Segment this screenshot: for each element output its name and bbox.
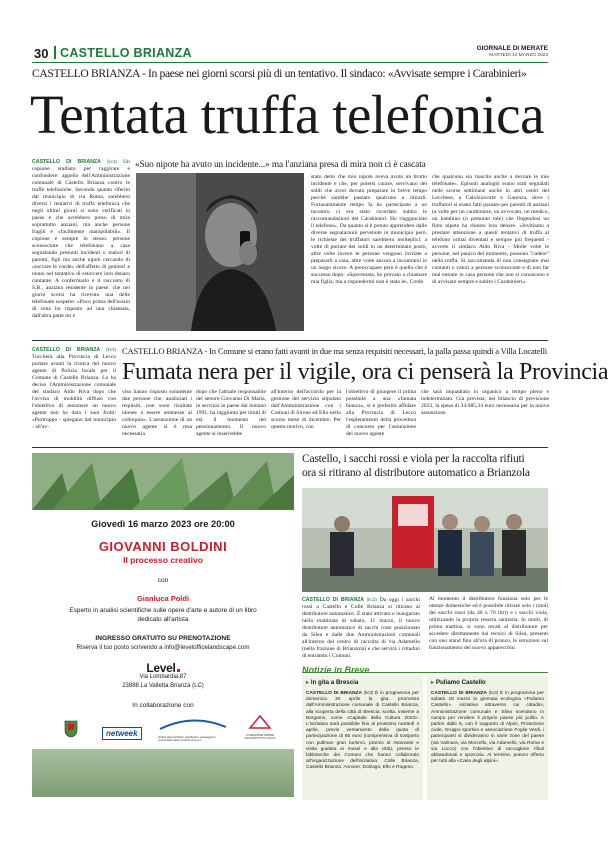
brief2-body [431,690,544,798]
article1-lead-place: CASTELLO DI BRIANZA [32,159,101,165]
ad-address-2: 23888 La Valletta Brianza (LC) [122,683,204,689]
netweek-logo [102,723,142,741]
ad-guest-description: Esperto in analisi scientifiche sulle opere d'arte e autore di un libro dedicato all'artista [69,607,257,623]
ad-with: con [157,577,169,584]
section-name: CASTELLO BRIANZA [60,46,192,60]
brief1-body [306,690,419,798]
brief1-title-row [306,679,358,686]
venue-logo-text: Level [146,661,176,675]
venue-logo-square-icon [177,669,180,672]
article1-pull-quote: «Suo nipote ha avuto un incidente...» ma l'anziana presa di mira non ci è cascata [135,160,426,170]
article2-bottom-rule [32,447,548,448]
article1-lead-tag: (kc3) [107,159,117,164]
article2-headline: Fumata nera per il vigile, ora ci penserà la Provincia [122,359,608,385]
page-number: 30 [34,46,49,61]
article1-col4-text: che qualcuno sia riuscito anche a deviare le mie telefonate». Episodi analoghi erano stati segnalati nelle scorse settimane anche in altri centri del Lecchese, a Calolziocorte e Garenza, dove i truffatori si erano fatti passare per parenti di anziani (a volte per un carabiniere, un avvocato, un medico, un bambino (o presunto tale) che fingendosi un finto nipote ha chiesto loro denaro. «Invitiamo a prestare attenzione a questi tentativi di truffa al telefono ormai diventati e sempre più frequenti - avverte il sindaco Aldo Riva - Molte volte le persone, nel panico del momento, possono "cadere" nella truffa. Si raccomanda di non consegnare mai contanti o valori a persone sconosciute e di non far mai entrare in casa persone che non si conoscono e di avvisare sempre e subito i Carabinieri». [432,174,549,285]
foundation-text: FONDAZIONE ORDINE ARCHITETTI PPC LECCO [244,734,276,740]
architects-order-text: Ordine degli architetti, pianificatori, paesaggisti e conservatori della provincia di Lecco [158,736,216,743]
ad-entry-line: INGRESSO GRATUITO SU PRENOTAZIONE [95,635,231,642]
netweek-logo-text: netweek [102,727,142,740]
article1-headline: Tentata truffa telefonica [30,84,545,145]
article2-lead-tag: (kc3) [106,347,116,352]
article1-col3-text: stato detto che mio nipote aveva avuto un brutto incidente e che, per potersi curare, servivano dei soldi che avrei dovuto preparare in breve tempo perché sarebbe passato qualcuno a ritirarli. Fortunatamente tempo fa ho partecipato a un incontro ci era stato ricordato subito le raccomandazioni dei Carabinieri. Ho riagganciato il telefono». Da quanto si è potuto apprendere dalle diverse segnalazioni pervenute in municipio però, le richieste dei truffatori sarebbero molteplici: a volte di portare dei soldi in un determinato posto, altre volte invece le persone vengono invitate a prepararli a casa, altre volte ancora a incontrarsi in un luogo sicuro. A preoccupare però è quello che è successo dopo: «Spaventata, ho provato a chiamare mia figlia, ma a rispondermi non è stata lei. Credo [311,174,427,285]
article2-col3-text: dopo che l'attuale responsabile del settore Giovanni Di Maria, in servizio in paese dal lontano 1991, ha raggiunto per limiti di età il momento del pensionamento. Il nuovo agente si inserirebbe [196,389,266,437]
brief1-arrow-icon: ▸ [306,679,310,686]
article3-column-2 [429,596,548,654]
article1-column-3 [311,174,427,334]
brief2-text: È in programma per sabato 18 marzo la giornata ecologica «Puliamo Castello», iniziativa attraverso cui cittadini, Amministrazione comunale e Silea scendono in campo per rendere il proprio paese più pulito. A partire dalle 8, con il supporto di Alpini, Protezione civile, Gruppo sportivo e associazione Foglie Verdi, i partecipanti si divideranno in varie zone del paese (via Valmara, via Morcello, via Adamello, via Roma e via Locco) con l'obiettivo di raccogliere rifiuti abbandonati e sporcizia. Al termine, pranzo offerto per tutti alla «Casa degli alpini». [431,691,544,765]
photo-group-at-distributor [302,488,548,592]
article1-photo [136,173,304,331]
article1-bottom-rule [32,340,548,341]
article2-col6-text: che sarà inquadrato in organico a tempo pieno e indeterminato. Già prevista, nel bilancio di previsione 2023, la spesa di 34.085,34 euro necessaria per la nuova assunzione. [421,389,549,416]
header-rule [32,62,548,63]
article2-column-5 [346,389,416,435]
brief2-title: Puliamo Castello [435,679,486,686]
article1-column-1 [32,158,130,338]
header-divider-tick [54,46,56,59]
article2-column-1 [32,346,116,430]
article2-lead-place: CASTELLO DI BRIANZA [32,347,101,353]
news-brief-title: Notizie in Breve [302,665,370,675]
news-brief-item-2 [427,676,548,800]
ad-subtitle: Il processo creativo [123,555,203,565]
foundation-triangle-icon [249,715,271,729]
article2-col5-text: l'obiettivo di giungere il prima possibile a una «fumata bianca», si è preferito affidare alla Provincia di Lecco l'espletamento della procedura di concorso per l'assunzione del nuovo agente [346,389,416,437]
municipal-crest-icon [64,720,78,738]
article3-photo [302,488,548,592]
brief2-tag: (kc3) [488,690,499,695]
article1-col1-text: Un copione studiato per raggirare e confondere: appello dell'Amministrazione comunale di Castello Brianza contro le truffe telefoniche. Secondo quanto riferito dal municipio di via Roma, sarebbero diversi i tentativi di truffa telefonica che negli ultimi giorni si sono verificati in paese e che avrebbero preso di mira soprattutto anziani, ma anche persone fragili e «facilmente manipolabili». Il copione è sempre lo stesso: persone sconosciute che telefonano a casa segnalando presunti incidenti o malori di parenti, figli ma anche nipoti cercando di «toccare le corde» dell'affetto di genitori e nonni nel tentativo di estorcere loro denaro contante. A confermarlo è il racconto di S.B., anziana residente in paese, che nei giorni scorsi ha ricevuto una delle telefonate sospette: «Poco prima dell'orario di cena ho risposto ad una chiamata, dall'altra parte mi è [32,159,130,319]
article3-headline-line-2: ora si ritirano al distributore automatico a Brianzola [302,467,530,479]
news-brief-item-1 [302,676,423,800]
ad-date-line: Giovedì 16 marzo 2023 ore 20:00 [91,519,235,529]
news-brief-header [302,660,548,673]
article3-col1-text: Da oggi i sacchi rossi a Castello e Colle Brianza si ritirano al distributore automatico. È stato attivato e inaugurato nella mattinata di sabato, 11 marzo, il nuovo distributore automatico di sacchi rossi posizionato da Silea e dalle due Amministrazioni comunali all'interno del centro di raccolta di via Adamello (nella frazione di Brianzola) e che servirà i cittadini di entrambi i Comuni. [302,597,420,659]
article2-kicker: CASTELLO BRIANZA - In Comune si erano fatti avanti in due ma senza requisiti necessari, la palla passa quindi a Villa Locatelli [122,346,547,356]
ad-collaboration: In collaborazione con [132,702,194,709]
brief2-arrow-icon: ▸ [431,679,435,686]
article3-lead-tag: (kc3) [366,597,377,602]
paper-name: GIORNALE DI MERATE [476,45,548,52]
foundation-logo [242,715,278,745]
article2-column-3 [196,389,266,435]
article2-col4-text: all'interno dell'accordo per la gestione del servizio stipulato dall'Amministrazione con i Comuni di Sirone ed Ello nello scorso mese di dicembre. Per questo motivo, con [271,389,341,430]
article2-column-6 [421,389,549,435]
article3-column-1 [302,596,420,659]
architects-order-swoosh-icon [158,717,228,731]
brief1-title: In gita a Brescia [310,679,359,686]
article2-column-2 [122,389,192,435]
article2-col2-text: viso hanno risposto solamente due persone che, analizzati i requisiti, non sono risultate idonee a essere ammesse al colloquio». L'assunzione di un nuovo agente si è resa necessaria [122,389,192,437]
ad-guest-name: Gianluca Poldi [136,594,190,603]
article3-col2-text: Al momento il distributore funziona solo per le utenze domestiche ed è possibile ritirare solo i rotoli dei sacchi rossi (da 40 o 70 litri) e i sacchi viola, utilizzando la propria tessera sanitaria. In molti, di prima mattina, si sono recati al distributore per accedere direttamente dai tecnici di Silea, presenti con uno stand fino all'ora di pranzo, le istruzioni sul funzionamento del nuovo apparecchio. [429,596,548,651]
ad-address-1: Via Lombardia,87 [139,674,187,680]
ad-plant-photo [32,453,294,510]
architects-order-logo [158,717,228,741]
ad-artist-name: GIOVANNI BOLDINI [98,539,228,554]
article3-lead-place: CASTELLO DI BRIANZA [302,597,365,603]
paper-date: MARTEDÌ 14 MARZO 2023 [489,53,548,58]
article1-kicker: CASTELLO BRIANZA - In paese nei giorni scorsi più di un tentativo. Il sindaco: «Avvisate sempre i Carabinieri» [32,67,527,80]
brief2-title-row [431,679,486,686]
article3-headline-line-1: Castello, i sacchi rossi e viola per la raccolta rifiuti [302,453,525,465]
article2-col1-text: Toccherà alla Provincia di Lecco portare avanti la ricerca del nuovo agente di Polizia locale per il Comune di Castello Brianza. Lo ha deciso l'Amministrazione comunale del sindaco Aldo Riva dopo che l'avviso di mobilità diffuso con l'obiettivo di assumere un nuovo agente non ha dato i suoi frutti: «Purtroppo - spiegano dal municipio - all'av- [32,354,116,430]
brief1-text: È in programma per domenica 30 aprile la gita, promossa dall'Amministrazione comunale di Castello Brianza, alla scoperta della città di Brescia, scelta, insieme a Bergamo, come «Capitale della Cultura 2023». L'iniziativa sarà possibile fino al prossimo martedì 4 aprile, previo versamento della quota di partecipazione di 85 euro (comprensiva di trasporto con pullman gran turismo, pranzo al ristorante e visita guidata ai musei e alla città), presso le biblioteche dei Comuni che hanno collaborato all'organizzazione dell'iniziativa: Colle Brianza, Castello Brianza, Annone, Dolzago, Ello e Rogeno. [306,691,419,771]
article2-column-4 [271,389,341,435]
article1-column-4 [432,174,549,334]
brief1-tag: (kc3) [363,690,374,695]
brief1-place: CASTELLO DI BRIANZA [306,691,362,696]
plant-illustration [32,453,294,510]
photo-person-on-phone [136,173,304,331]
ad-reservation-line: Riserva il tuo posto scrivendo a info@levelofficelandscape.com [76,644,250,651]
brief2-place: CASTELLO DI BRIANZA [431,691,487,696]
event-advertisement [32,453,294,797]
ad-bottom-bar [32,749,294,797]
